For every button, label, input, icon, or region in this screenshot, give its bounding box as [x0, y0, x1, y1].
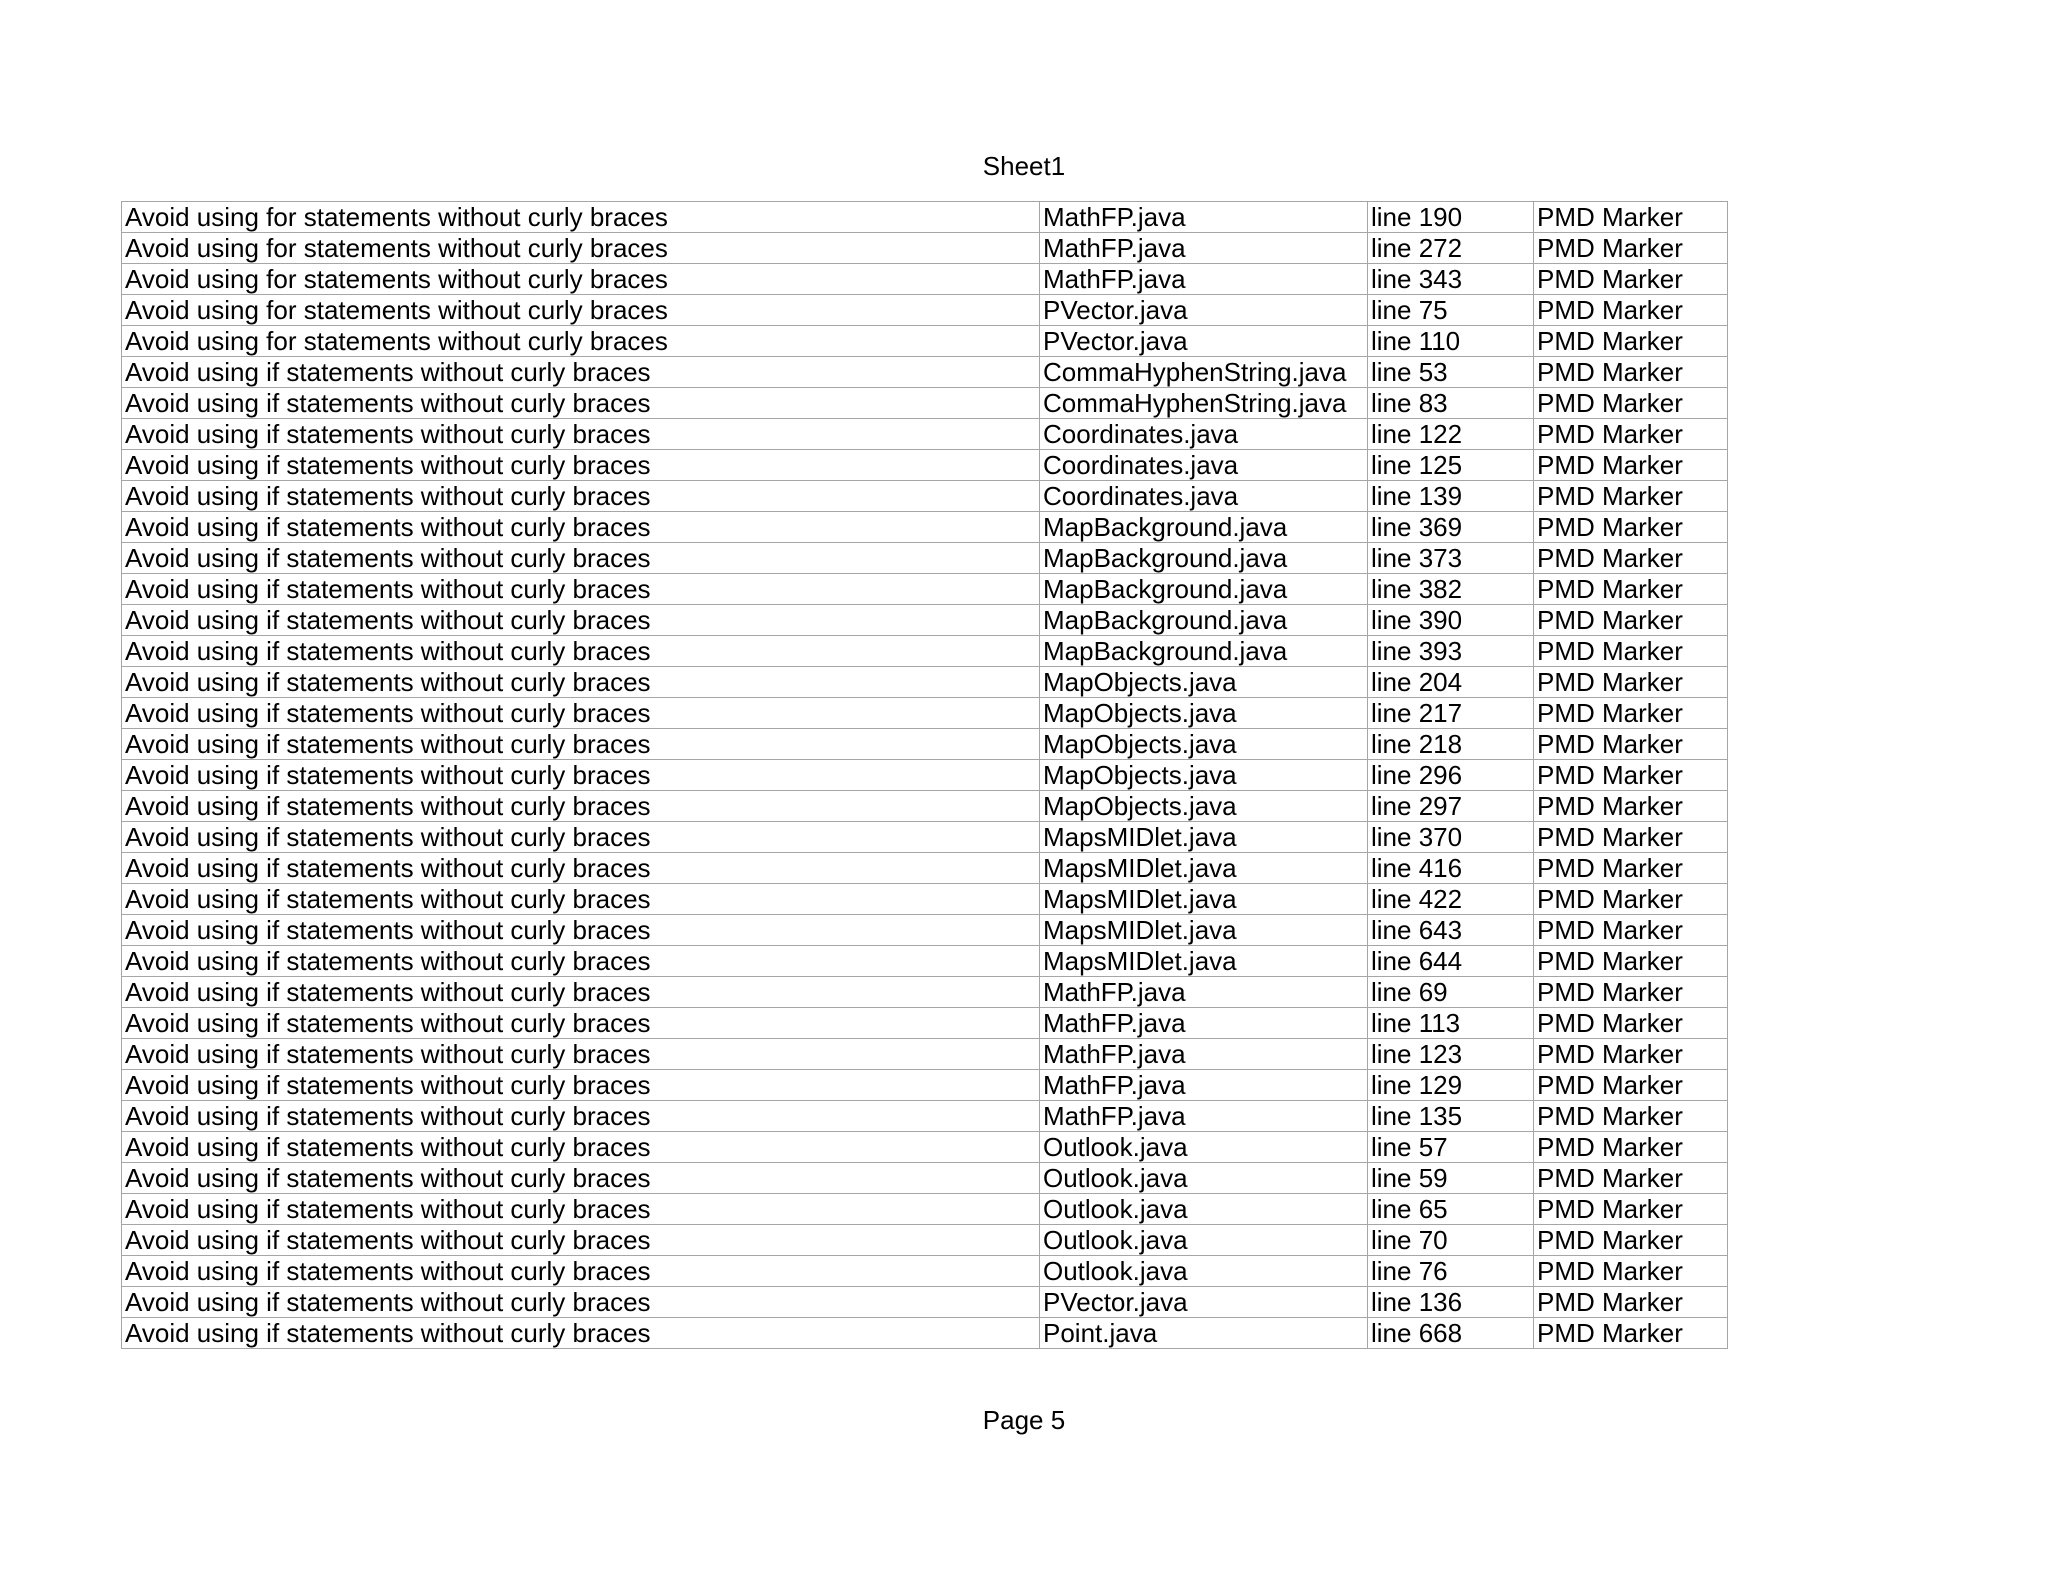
line-cell: line 122	[1368, 419, 1534, 450]
file-cell: MapsMIDlet.java	[1040, 946, 1368, 977]
table-row	[122, 698, 1728, 729]
file-cell: PVector.java	[1040, 326, 1368, 357]
data-table	[121, 201, 1728, 1349]
type-cell: PMD Marker	[1534, 698, 1728, 729]
line-cell: line 297	[1368, 791, 1534, 822]
line-cell: line 123	[1368, 1039, 1534, 1070]
message-cell: Avoid using if statements without curly braces	[122, 1225, 1040, 1256]
message-cell: Avoid using if statements without curly braces	[122, 1163, 1040, 1194]
file-cell: PVector.java	[1040, 295, 1368, 326]
table-row	[122, 884, 1728, 915]
message-cell: Avoid using if statements without curly braces	[122, 574, 1040, 605]
message-cell: Avoid using if statements without curly braces	[122, 357, 1040, 388]
table-row	[122, 636, 1728, 667]
line-cell: line 382	[1368, 574, 1534, 605]
line-cell: line 76	[1368, 1256, 1534, 1287]
file-cell: MapsMIDlet.java	[1040, 822, 1368, 853]
line-cell: line 204	[1368, 667, 1534, 698]
line-cell: line 59	[1368, 1163, 1534, 1194]
message-cell: Avoid using if statements without curly braces	[122, 1194, 1040, 1225]
type-cell: PMD Marker	[1534, 1194, 1728, 1225]
message-cell: Avoid using if statements without curly braces	[122, 822, 1040, 853]
type-cell: PMD Marker	[1534, 574, 1728, 605]
type-cell: PMD Marker	[1534, 388, 1728, 419]
type-cell: PMD Marker	[1534, 667, 1728, 698]
message-cell: Avoid using if statements without curly braces	[122, 915, 1040, 946]
type-cell: PMD Marker	[1534, 1256, 1728, 1287]
message-cell: Avoid using if statements without curly braces	[122, 760, 1040, 791]
file-cell: MathFP.java	[1040, 1008, 1368, 1039]
table-row	[122, 977, 1728, 1008]
table-row	[122, 605, 1728, 636]
file-cell: Outlook.java	[1040, 1225, 1368, 1256]
type-cell: PMD Marker	[1534, 853, 1728, 884]
line-cell: line 644	[1368, 946, 1534, 977]
file-cell: CommaHyphenString.java	[1040, 388, 1368, 419]
file-cell: CommaHyphenString.java	[1040, 357, 1368, 388]
table-row	[122, 326, 1728, 357]
type-cell: PMD Marker	[1534, 1132, 1728, 1163]
message-cell: Avoid using if statements without curly braces	[122, 543, 1040, 574]
message-cell: Avoid using if statements without curly braces	[122, 388, 1040, 419]
page-number: Page 5	[982, 1405, 1066, 1435]
line-cell: line 422	[1368, 884, 1534, 915]
table-body	[122, 202, 1728, 1349]
file-cell: Coordinates.java	[1040, 450, 1368, 481]
message-cell: Avoid using for statements without curly braces	[122, 264, 1040, 295]
table-row	[122, 729, 1728, 760]
type-cell: PMD Marker	[1534, 915, 1728, 946]
message-cell: Avoid using if statements without curly braces	[122, 605, 1040, 636]
message-cell: Avoid using if statements without curly braces	[122, 1101, 1040, 1132]
type-cell: PMD Marker	[1534, 1039, 1728, 1070]
file-cell: MapBackground.java	[1040, 543, 1368, 574]
message-cell: Avoid using if statements without curly braces	[122, 1132, 1040, 1163]
table-row	[122, 450, 1728, 481]
table-row	[122, 1163, 1728, 1194]
line-cell: line 416	[1368, 853, 1534, 884]
file-cell: MathFP.java	[1040, 233, 1368, 264]
file-cell: MathFP.java	[1040, 1101, 1368, 1132]
type-cell: PMD Marker	[1534, 946, 1728, 977]
type-cell: PMD Marker	[1534, 419, 1728, 450]
table-row	[122, 388, 1728, 419]
type-cell: PMD Marker	[1534, 977, 1728, 1008]
type-cell: PMD Marker	[1534, 884, 1728, 915]
sheet-title: Sheet1	[982, 151, 1066, 181]
file-cell: MapObjects.java	[1040, 729, 1368, 760]
line-cell: line 110	[1368, 326, 1534, 357]
message-cell: Avoid using if statements without curly braces	[122, 512, 1040, 543]
line-cell: line 370	[1368, 822, 1534, 853]
file-cell: Coordinates.java	[1040, 481, 1368, 512]
table-row	[122, 946, 1728, 977]
line-cell: line 75	[1368, 295, 1534, 326]
message-cell: Avoid using if statements without curly braces	[122, 698, 1040, 729]
table-row	[122, 481, 1728, 512]
line-cell: line 393	[1368, 636, 1534, 667]
type-cell: PMD Marker	[1534, 1225, 1728, 1256]
file-cell: MapBackground.java	[1040, 512, 1368, 543]
line-cell: line 272	[1368, 233, 1534, 264]
message-cell: Avoid using if statements without curly braces	[122, 946, 1040, 977]
message-cell: Avoid using if statements without curly braces	[122, 667, 1040, 698]
table-row	[122, 574, 1728, 605]
type-cell: PMD Marker	[1534, 326, 1728, 357]
message-cell: Avoid using if statements without curly braces	[122, 1070, 1040, 1101]
type-cell: PMD Marker	[1534, 357, 1728, 388]
file-cell: Coordinates.java	[1040, 419, 1368, 450]
table-row	[122, 264, 1728, 295]
message-cell: Avoid using if statements without curly braces	[122, 419, 1040, 450]
table-row	[122, 295, 1728, 326]
file-cell: MapObjects.java	[1040, 791, 1368, 822]
table-row	[122, 760, 1728, 791]
line-cell: line 113	[1368, 1008, 1534, 1039]
table-row	[122, 1101, 1728, 1132]
type-cell: PMD Marker	[1534, 605, 1728, 636]
table-row	[122, 543, 1728, 574]
file-cell: Point.java	[1040, 1318, 1368, 1349]
table-row	[122, 202, 1728, 233]
table-row	[122, 357, 1728, 388]
file-cell: Outlook.java	[1040, 1132, 1368, 1163]
table-row	[122, 791, 1728, 822]
table-row	[122, 915, 1728, 946]
table-row	[122, 1132, 1728, 1163]
line-cell: line 83	[1368, 388, 1534, 419]
line-cell: line 369	[1368, 512, 1534, 543]
line-cell: line 668	[1368, 1318, 1534, 1349]
table-row	[122, 512, 1728, 543]
table-row	[122, 233, 1728, 264]
type-cell: PMD Marker	[1534, 791, 1728, 822]
message-cell: Avoid using if statements without curly braces	[122, 729, 1040, 760]
line-cell: line 190	[1368, 202, 1534, 233]
line-cell: line 69	[1368, 977, 1534, 1008]
type-cell: PMD Marker	[1534, 450, 1728, 481]
line-cell: line 129	[1368, 1070, 1534, 1101]
line-cell: line 125	[1368, 450, 1534, 481]
file-cell: MapBackground.java	[1040, 636, 1368, 667]
type-cell: PMD Marker	[1534, 512, 1728, 543]
message-cell: Avoid using if statements without curly braces	[122, 884, 1040, 915]
type-cell: PMD Marker	[1534, 729, 1728, 760]
line-cell: line 136	[1368, 1287, 1534, 1318]
table-row	[122, 419, 1728, 450]
type-cell: PMD Marker	[1534, 760, 1728, 791]
message-cell: Avoid using if statements without curly braces	[122, 1256, 1040, 1287]
table-row	[122, 1225, 1728, 1256]
type-cell: PMD Marker	[1534, 1070, 1728, 1101]
line-cell: line 218	[1368, 729, 1534, 760]
message-cell: Avoid using for statements without curly braces	[122, 233, 1040, 264]
message-cell: Avoid using for statements without curly braces	[122, 295, 1040, 326]
table-row	[122, 1318, 1728, 1349]
type-cell: PMD Marker	[1534, 1318, 1728, 1349]
type-cell: PMD Marker	[1534, 636, 1728, 667]
table-row	[122, 1070, 1728, 1101]
message-cell: Avoid using if statements without curly braces	[122, 1008, 1040, 1039]
table-row	[122, 1194, 1728, 1225]
type-cell: PMD Marker	[1534, 295, 1728, 326]
table-row	[122, 822, 1728, 853]
type-cell: PMD Marker	[1534, 1008, 1728, 1039]
table-row	[122, 1287, 1728, 1318]
message-cell: Avoid using if statements without curly braces	[122, 853, 1040, 884]
message-cell: Avoid using if statements without curly braces	[122, 1318, 1040, 1349]
file-cell: MathFP.java	[1040, 264, 1368, 295]
file-cell: Outlook.java	[1040, 1194, 1368, 1225]
file-cell: MapObjects.java	[1040, 698, 1368, 729]
line-cell: line 343	[1368, 264, 1534, 295]
table-row	[122, 1256, 1728, 1287]
file-cell: Outlook.java	[1040, 1163, 1368, 1194]
message-cell: Avoid using if statements without curly braces	[122, 636, 1040, 667]
table-row	[122, 853, 1728, 884]
type-cell: PMD Marker	[1534, 233, 1728, 264]
table-row	[122, 1008, 1728, 1039]
message-cell: Avoid using if statements without curly braces	[122, 481, 1040, 512]
file-cell: MapObjects.java	[1040, 667, 1368, 698]
message-cell: Avoid using if statements without curly braces	[122, 450, 1040, 481]
file-cell: PVector.java	[1040, 1287, 1368, 1318]
line-cell: line 217	[1368, 698, 1534, 729]
line-cell: line 65	[1368, 1194, 1534, 1225]
message-cell: Avoid using if statements without curly braces	[122, 1287, 1040, 1318]
message-cell: Avoid using if statements without curly braces	[122, 791, 1040, 822]
type-cell: PMD Marker	[1534, 1163, 1728, 1194]
line-cell: line 390	[1368, 605, 1534, 636]
file-cell: Outlook.java	[1040, 1256, 1368, 1287]
type-cell: PMD Marker	[1534, 822, 1728, 853]
file-cell: MapBackground.java	[1040, 605, 1368, 636]
file-cell: MapsMIDlet.java	[1040, 853, 1368, 884]
table-row	[122, 667, 1728, 698]
type-cell: PMD Marker	[1534, 543, 1728, 574]
message-cell: Avoid using if statements without curly braces	[122, 977, 1040, 1008]
type-cell: PMD Marker	[1534, 1287, 1728, 1318]
message-cell: Avoid using for statements without curly braces	[122, 202, 1040, 233]
file-cell: MathFP.java	[1040, 1070, 1368, 1101]
file-cell: MapsMIDlet.java	[1040, 884, 1368, 915]
type-cell: PMD Marker	[1534, 264, 1728, 295]
type-cell: PMD Marker	[1534, 481, 1728, 512]
message-cell: Avoid using if statements without curly braces	[122, 1039, 1040, 1070]
file-cell: MapObjects.java	[1040, 760, 1368, 791]
line-cell: line 643	[1368, 915, 1534, 946]
file-cell: MathFP.java	[1040, 977, 1368, 1008]
line-cell: line 139	[1368, 481, 1534, 512]
message-cell: Avoid using for statements without curly braces	[122, 326, 1040, 357]
line-cell: line 296	[1368, 760, 1534, 791]
line-cell: line 135	[1368, 1101, 1534, 1132]
file-cell: MapBackground.java	[1040, 574, 1368, 605]
line-cell: line 70	[1368, 1225, 1534, 1256]
line-cell: line 373	[1368, 543, 1534, 574]
type-cell: PMD Marker	[1534, 1101, 1728, 1132]
file-cell: MapsMIDlet.java	[1040, 915, 1368, 946]
line-cell: line 53	[1368, 357, 1534, 388]
type-cell: PMD Marker	[1534, 202, 1728, 233]
table-row	[122, 1039, 1728, 1070]
file-cell: MathFP.java	[1040, 202, 1368, 233]
line-cell: line 57	[1368, 1132, 1534, 1163]
file-cell: MathFP.java	[1040, 1039, 1368, 1070]
